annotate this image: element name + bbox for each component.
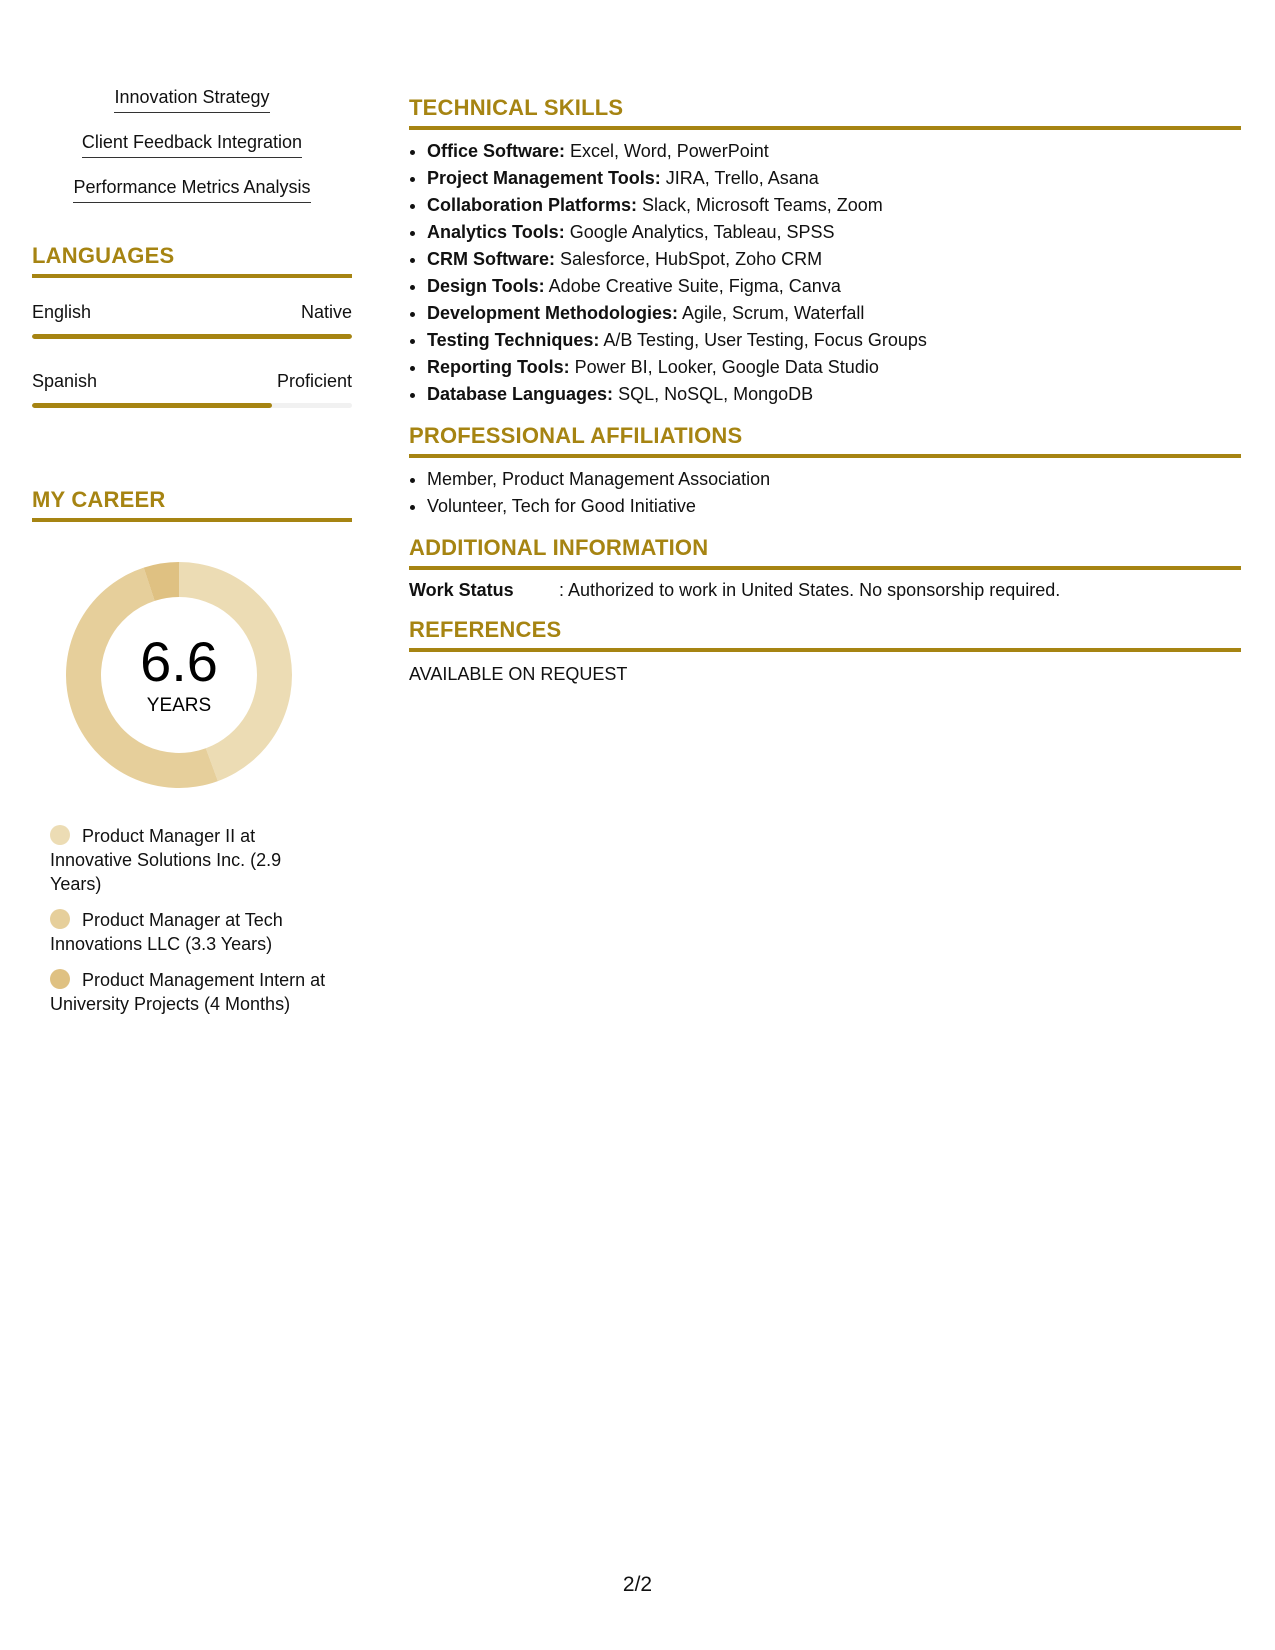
technical-skill-item — [427, 327, 1241, 354]
career-total-unit: YEARS — [146, 695, 212, 716]
skill-tags — [32, 85, 352, 220]
career-donut-chart — [32, 562, 352, 802]
skill-label: Development Methodologies: — [427, 303, 679, 323]
skill-label: Database Languages: — [427, 384, 614, 404]
legend-dot — [50, 909, 70, 929]
skill-label: Design Tools: — [427, 276, 545, 296]
additional-info-title: ADDITIONAL INFORMATION — [409, 534, 1241, 570]
legend-item — [50, 908, 332, 956]
skill-value: Power BI, Looker, Google Data Studio — [569, 357, 879, 377]
career-legend — [32, 824, 332, 1016]
work-status-label: Work Status — [409, 580, 514, 600]
language-name: Spanish — [32, 371, 98, 391]
languages-title: LANGUAGES — [32, 242, 352, 278]
legend-label: Product Management Intern at University Projects (4 Months) — [50, 970, 326, 1014]
technical-skill-item — [427, 138, 1241, 165]
skill-label: Project Management Tools: — [427, 168, 661, 188]
donut-center — [66, 632, 292, 718]
language-bar-fill — [32, 403, 272, 408]
skill-value: Adobe Creative Suite, Figma, Canva — [544, 276, 841, 296]
skill-value: Google Analytics, Tableau, SPSS — [564, 222, 835, 242]
skill-tag: Client Feedback Integration — [82, 130, 302, 158]
additional-info-section — [409, 534, 1241, 602]
career-total-years: 6.6 — [140, 630, 218, 693]
right-column — [409, 94, 1241, 700]
skill-label: Collaboration Platforms: — [427, 195, 638, 215]
legend-item — [50, 824, 332, 896]
technical-skill-item — [427, 246, 1241, 273]
legend-item — [50, 968, 332, 1016]
technical-skill-item — [427, 300, 1241, 327]
skill-value: A/B Testing, User Testing, Focus Groups — [599, 330, 927, 350]
skill-label: Reporting Tools: — [427, 357, 570, 377]
references-section — [409, 616, 1241, 686]
technical-skill-item — [427, 219, 1241, 246]
language-name: English — [32, 302, 92, 322]
language-bar — [32, 334, 352, 339]
language-spanish — [32, 369, 352, 408]
legend-dot — [50, 825, 70, 845]
list-item: • Member, Product Management Association — [427, 466, 1241, 493]
technical-skill-item — [427, 381, 1241, 408]
career-title: MY CAREER — [32, 486, 352, 522]
skill-value: Slack, Microsoft Teams, Zoom — [637, 195, 883, 215]
skill-tag: Innovation Strategy — [114, 85, 269, 113]
references-title: REFERENCES — [409, 616, 1241, 652]
skill-label: Analytics Tools: — [427, 222, 565, 242]
legend-label: Product Manager II at Innovative Solutions Inc. (2.9 Years) — [50, 826, 282, 894]
language-english — [32, 300, 352, 339]
affiliations-title: PROFESSIONAL AFFILIATIONS — [409, 422, 1241, 458]
references-text: AVAILABLE ON REQUEST — [409, 664, 628, 684]
skill-value: Agile, Scrum, Waterfall — [678, 303, 865, 323]
technical-skill-item — [427, 354, 1241, 381]
left-column — [32, 85, 352, 1028]
skill-value: Salesforce, HubSpot, Zoho CRM — [555, 249, 823, 269]
language-level: Native — [300, 302, 352, 322]
work-status-row — [409, 578, 1241, 602]
language-bar — [32, 403, 352, 408]
technical-skill-item — [427, 273, 1241, 300]
work-status-value: : Authorized to work in United States. No sponsorship required. — [559, 580, 1061, 600]
skill-label: Office Software: — [427, 141, 566, 161]
skill-label: CRM Software: — [427, 249, 556, 269]
skill-value: JIRA, Trello, Asana — [660, 168, 819, 188]
legend-dot — [50, 969, 70, 989]
affiliations-section — [409, 422, 1241, 520]
technical-skill-item — [427, 165, 1241, 192]
list-item: • Volunteer, Tech for Good Initiative — [427, 493, 1241, 520]
page-number: 2/2 — [622, 1573, 653, 1596]
language-bar-fill — [32, 334, 352, 339]
technical-skills-section — [409, 94, 1241, 408]
skill-value: SQL, NoSQL, MongoDB — [613, 384, 814, 404]
affiliations-list — [409, 466, 1241, 520]
skill-label: Testing Techniques: — [427, 330, 600, 350]
legend-label: Product Manager at Tech Innovations LLC (3.3 Years) — [50, 910, 283, 954]
language-level: Proficient — [276, 371, 352, 391]
technical-skills-list — [409, 138, 1241, 408]
technical-skill-item — [427, 192, 1241, 219]
skill-tag: Performance Metrics Analysis — [73, 175, 310, 203]
technical-skills-title: TECHNICAL SKILLS — [409, 94, 1241, 130]
skill-value: Excel, Word, PowerPoint — [565, 141, 769, 161]
